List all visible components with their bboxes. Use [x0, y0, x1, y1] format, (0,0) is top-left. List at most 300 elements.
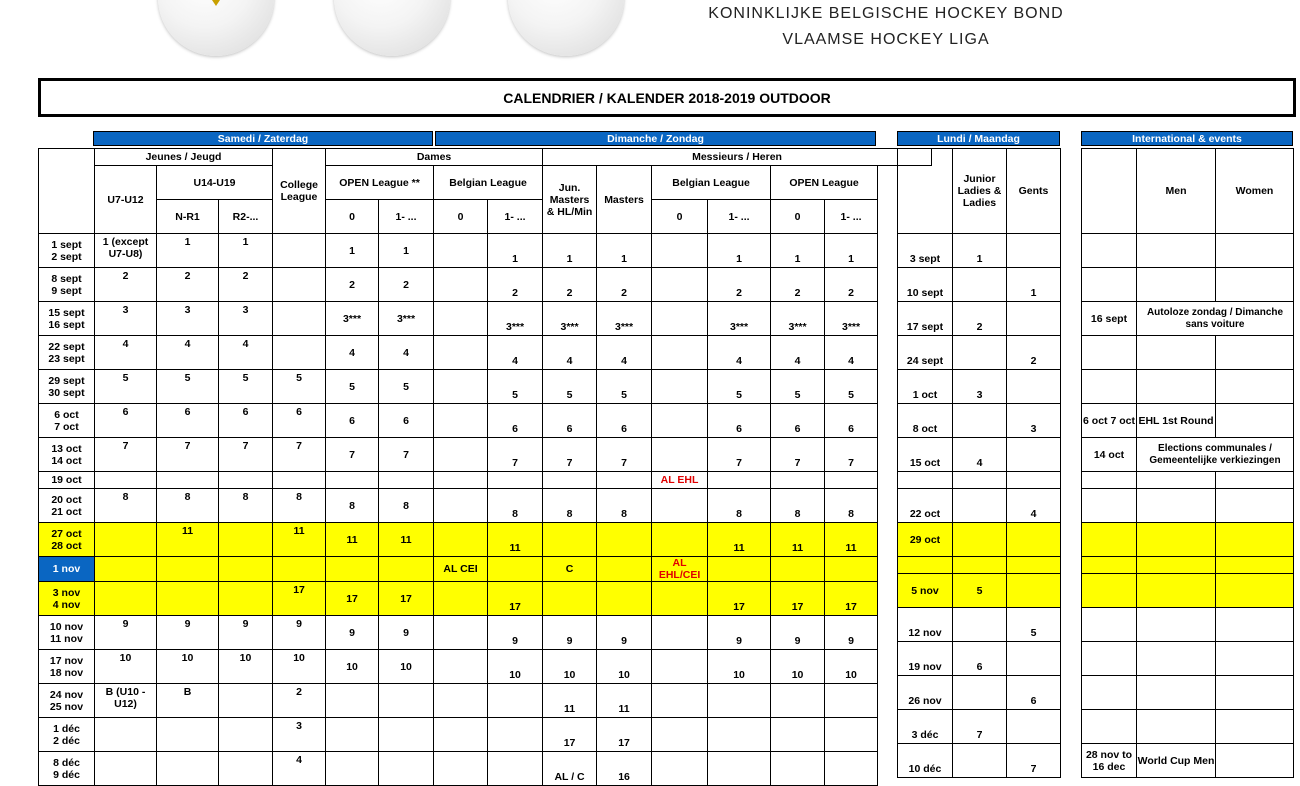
junior-ladies-cell: 7 — [953, 710, 1007, 744]
cell-bm0 — [652, 616, 708, 650]
date-label: 23 sept — [48, 352, 85, 365]
cell-r2 — [219, 684, 273, 718]
cell-value: 6 — [621, 423, 627, 435]
sunday-header: Dimanche / Zondag — [435, 131, 876, 146]
cell-value: 9 — [621, 635, 627, 647]
event-women-cell — [1216, 268, 1294, 302]
cell-bm0 — [652, 523, 708, 557]
date-cell — [39, 684, 95, 718]
cell-om0 — [771, 404, 825, 438]
event-men-cell — [1137, 676, 1216, 710]
gents-cell — [1007, 302, 1061, 336]
table-row — [39, 523, 932, 557]
cell-u7 — [95, 582, 157, 616]
cell-value: 17 — [293, 584, 305, 596]
cell-value: 17 — [791, 601, 804, 613]
cell-od1 — [379, 302, 434, 336]
date-label: 16 sept — [48, 318, 85, 331]
cell-value: 3 — [184, 304, 191, 316]
cell-jm — [543, 557, 597, 582]
cell-om0 — [771, 370, 825, 404]
cell-col — [273, 650, 326, 684]
cell-om0 — [771, 582, 825, 616]
monday-date: 26 nov — [908, 695, 942, 707]
event-women-cell — [1216, 336, 1294, 370]
messieurs-header: Messieurs / Heren — [543, 149, 932, 166]
date-cell — [39, 472, 95, 489]
cell-bd0 — [434, 650, 488, 684]
event-date-cell — [1082, 234, 1137, 268]
cell-u7 — [95, 234, 157, 268]
cell-od0 — [326, 268, 379, 302]
belgian-dames-0-header: 0 — [434, 200, 488, 234]
cell-bm1 — [708, 302, 771, 336]
cell-om0 — [771, 489, 825, 523]
cell-bm0 — [652, 472, 708, 489]
junior-ladies-cell — [953, 336, 1007, 370]
monday-date: 22 oct — [909, 508, 941, 520]
org-name-line-1: KONINKLIJKE BELGISCHE HOCKEY BOND — [708, 5, 1064, 22]
cell-value: 11 — [791, 542, 804, 554]
cell-bd1 — [488, 684, 543, 718]
cell-nr1 — [157, 234, 219, 268]
cell-od0 — [326, 616, 379, 650]
event-men-cell — [1137, 489, 1216, 523]
cell-bm1 — [708, 523, 771, 557]
cell-r2 — [219, 582, 273, 616]
cell-value: 8 — [296, 491, 302, 503]
cell-value: AL / C — [554, 771, 585, 783]
event-women-cell — [1216, 676, 1294, 710]
cell-jm — [543, 404, 597, 438]
event-date-cell — [1082, 268, 1137, 302]
monday-date: 17 sept — [906, 321, 944, 333]
cell-value: 6 — [566, 423, 573, 435]
event-date-cell: 16 sept — [1082, 302, 1137, 336]
cell-value: 2 — [403, 278, 409, 291]
cell-bd0 — [434, 616, 488, 650]
cell-om0 — [771, 684, 825, 718]
cell-od1 — [379, 489, 434, 523]
cell-value: 8 — [403, 499, 409, 512]
monday-date-cell — [898, 268, 953, 302]
cell-bd0 — [434, 438, 488, 472]
cell-bm1 — [708, 336, 771, 370]
cell-value: 7 — [512, 457, 518, 469]
cell-od1 — [379, 718, 434, 752]
cell-col — [273, 489, 326, 523]
event-men-cell — [1137, 557, 1216, 574]
cell-value: 9 — [794, 635, 801, 647]
cell-bd1 — [488, 616, 543, 650]
cell-od1 — [379, 438, 434, 472]
cell-value: 2 — [184, 270, 191, 282]
cell-od0 — [326, 472, 379, 489]
cell-col — [273, 557, 326, 582]
cell-value: 8 — [122, 491, 129, 503]
gents-cell — [1007, 523, 1061, 557]
cell-om1 — [825, 523, 878, 557]
cell-value: 8 — [621, 508, 627, 520]
cell-value: 10 — [181, 652, 194, 664]
cell-value: 6 — [403, 414, 409, 427]
cell-value: 7 — [184, 440, 191, 452]
cell-jm — [543, 718, 597, 752]
cell-value: 4 — [403, 346, 409, 359]
date-label: 1 sept — [51, 238, 82, 251]
date-cell — [39, 370, 95, 404]
cell-jm — [543, 489, 597, 523]
cell-om1 — [825, 234, 878, 268]
cell-om0 — [771, 718, 825, 752]
gents-header: Gents — [1007, 149, 1061, 234]
date-label: 20 oct — [51, 493, 82, 506]
cell-value: 10 — [618, 669, 630, 681]
cell-value: 7 — [848, 457, 854, 469]
kbhb-shield-icon — [186, 0, 246, 26]
cell-bd1 — [488, 557, 543, 582]
cell-value: 3*** — [614, 321, 634, 333]
cell-value: 3*** — [505, 321, 525, 333]
cell-value: 4 — [296, 754, 302, 766]
cell-value: 5 — [794, 389, 801, 401]
cell-bd1 — [488, 438, 543, 472]
cell-value: 5 — [242, 372, 249, 384]
event-women-cell — [1216, 642, 1294, 676]
cell-od1 — [379, 684, 434, 718]
cell-value: 3*** — [841, 321, 861, 333]
cell-value: 2 — [122, 270, 129, 282]
event-date-cell — [1082, 370, 1137, 404]
calendar-table — [38, 148, 932, 786]
cell-value: 1 — [184, 236, 191, 248]
event-women-cell — [1216, 370, 1294, 404]
cell-value: 8 — [349, 499, 355, 512]
gents-cell: 4 — [1007, 489, 1061, 523]
date-cell — [39, 557, 95, 582]
cell-col — [273, 718, 326, 752]
cell-bd1 — [488, 472, 543, 489]
event-date-cell — [1082, 574, 1137, 608]
cell-om1 — [825, 336, 878, 370]
gents-cell: 2 — [1007, 336, 1061, 370]
cell-value: 2 — [512, 287, 518, 299]
junior-ladies-cell — [953, 472, 1007, 489]
cell-value: 3 — [242, 304, 249, 316]
cell-value: 10 — [733, 669, 745, 681]
cell-nr1 — [157, 472, 219, 489]
cell-value: 8 — [848, 508, 854, 520]
cell-ms — [597, 234, 652, 268]
date-label: 3 nov — [52, 586, 81, 599]
event-men-cell — [1137, 336, 1216, 370]
cell-bd1 — [488, 404, 543, 438]
cell-col — [273, 268, 326, 302]
monday-date: 3 déc — [911, 729, 939, 741]
gents-cell: 3 — [1007, 404, 1061, 438]
r2-header: R2-... — [219, 200, 273, 234]
cell-ms — [597, 616, 652, 650]
nr1-header: N-R1 — [157, 200, 219, 234]
event-men-cell — [1137, 268, 1216, 302]
event-women-cell — [1216, 523, 1294, 557]
cell-value: 9 — [848, 635, 854, 647]
belgian-men-0-header: 0 — [652, 200, 708, 234]
date-label: 10 nov — [49, 620, 84, 633]
monday-date: 19 nov — [908, 661, 942, 673]
cell-value: 4 — [736, 355, 742, 367]
monday-date-cell — [898, 404, 953, 438]
date-cell — [39, 489, 95, 523]
cell-od0 — [326, 234, 379, 268]
cell-bd1 — [488, 523, 543, 557]
cell-om1 — [825, 752, 878, 786]
cell-value: 17 — [563, 737, 576, 749]
cell-bm0 — [652, 557, 708, 582]
cell-nr1 — [157, 582, 219, 616]
open-men-1-header: 1- ... — [825, 200, 878, 234]
cell-bd0 — [434, 336, 488, 370]
date-label: 1 nov — [52, 563, 81, 575]
cell-bd1 — [488, 489, 543, 523]
hockey-logo-1 — [334, 0, 450, 56]
cell-value: 7 — [296, 440, 302, 452]
cell-bd1 — [488, 234, 543, 268]
belgian-dames-1-header: 1- ... — [488, 200, 543, 234]
gents-cell — [1007, 574, 1061, 608]
saturday-header: Samedi / Zaterdag — [93, 131, 433, 146]
cell-value: 6 — [184, 406, 191, 418]
junior-ladies-cell — [953, 268, 1007, 302]
cell-od0 — [326, 370, 379, 404]
cell-om1 — [825, 616, 878, 650]
cell-nr1 — [157, 650, 219, 684]
junior-ladies-cell: 6 — [953, 642, 1007, 676]
cell-ms — [597, 438, 652, 472]
junior-ladies-cell — [953, 676, 1007, 710]
event-men-cell — [1137, 608, 1216, 642]
cell-value: 6 — [512, 423, 518, 435]
masters-header: Masters — [597, 166, 652, 234]
cell-u7 — [95, 302, 157, 336]
international-table — [1081, 148, 1294, 778]
cell-value: 2 — [242, 270, 249, 282]
cell-bm1 — [708, 752, 771, 786]
cell-value: 17 — [400, 592, 412, 605]
cell-value: 7 — [242, 440, 249, 452]
cell-r2 — [219, 268, 273, 302]
cell-value: 2 — [349, 278, 355, 291]
cell-jm — [543, 616, 597, 650]
event-women-cell — [1216, 404, 1294, 438]
cell-bd1 — [488, 336, 543, 370]
cell-om0 — [771, 616, 825, 650]
monday-header: Lundi / Maandag — [897, 131, 1060, 146]
cell-value: 3*** — [560, 321, 579, 333]
cell-value: 11 — [400, 533, 412, 546]
cell-value: 3*** — [788, 321, 807, 333]
cell-jm — [543, 234, 597, 268]
cell-value: 4 — [512, 355, 518, 367]
cell-col — [273, 438, 326, 472]
cell-od1 — [379, 472, 434, 489]
cell-bm1 — [708, 234, 771, 268]
cell-u7 — [95, 336, 157, 370]
event-women-cell — [1216, 489, 1294, 523]
cell-value: 9 — [122, 618, 129, 630]
cell-bd1 — [488, 302, 543, 336]
cell-col — [273, 302, 326, 336]
cell-om1 — [825, 650, 878, 684]
cell-value: 3 — [122, 304, 129, 316]
event-men-cell — [1137, 523, 1216, 557]
cell-value: 10 — [400, 660, 412, 673]
date-label: 14 oct — [51, 454, 82, 467]
cell-value: 11 — [563, 703, 576, 715]
cell-nr1 — [157, 523, 219, 557]
cell-od0 — [326, 650, 379, 684]
cell-r2 — [219, 557, 273, 582]
event-date-cell — [1082, 523, 1137, 557]
monday-date-cell — [898, 438, 953, 472]
cell-value: 17 — [509, 601, 521, 613]
cell-u7 — [95, 523, 157, 557]
date-label: 18 nov — [49, 666, 84, 679]
cell-bm0 — [652, 336, 708, 370]
cell-ms — [597, 684, 652, 718]
cell-bd1 — [488, 370, 543, 404]
event-women-cell — [1216, 744, 1294, 778]
cell-od0 — [326, 582, 379, 616]
cell-ms — [597, 370, 652, 404]
cell-value: 1 — [403, 244, 409, 257]
cell-bd0 — [434, 268, 488, 302]
cell-value: 17 — [618, 737, 630, 749]
cell-r2 — [219, 472, 273, 489]
cell-value: 4 — [349, 346, 355, 359]
date-label: 2 déc — [53, 734, 80, 747]
cell-r2 — [219, 370, 273, 404]
event-date-cell — [1082, 557, 1137, 574]
event-women-cell — [1216, 574, 1294, 608]
cell-r2 — [219, 336, 273, 370]
cell-value: 9 — [566, 635, 573, 647]
cell-value: 10 — [845, 669, 857, 681]
cell-r2 — [219, 404, 273, 438]
cell-bm1 — [708, 582, 771, 616]
cell-value: 8 — [736, 508, 742, 520]
junior-ladies-header: Junior Ladies & Ladies — [953, 149, 1007, 234]
event-women-cell — [1216, 234, 1294, 268]
event-men-cell: Elections communales / Gemeentelijke verkiezingen — [1137, 438, 1294, 472]
cell-ms — [597, 472, 652, 489]
monday-date-cell — [898, 302, 953, 336]
cell-nr1 — [157, 557, 219, 582]
college-header: College League — [273, 149, 326, 234]
cell-jm — [543, 472, 597, 489]
cell-jm — [543, 684, 597, 718]
cell-bm0 — [652, 268, 708, 302]
cell-value: 5 — [122, 372, 129, 384]
date-header — [39, 149, 95, 234]
event-men-cell — [1137, 642, 1216, 676]
cell-bm1 — [708, 438, 771, 472]
cell-u7 — [95, 684, 157, 718]
cell-ms — [597, 557, 652, 582]
cell-value: 5 — [848, 389, 854, 401]
cell-value: 4 — [794, 355, 801, 367]
cell-om1 — [825, 582, 878, 616]
cell-r2 — [219, 489, 273, 523]
cell-om0 — [771, 268, 825, 302]
cell-u7 — [95, 718, 157, 752]
cell-col — [273, 523, 326, 557]
event-men-cell: World Cup Men — [1137, 744, 1216, 778]
cell-om1 — [825, 489, 878, 523]
cell-ms — [597, 336, 652, 370]
cell-od0 — [326, 684, 379, 718]
date-cell — [39, 268, 95, 302]
gents-cell — [1007, 710, 1061, 744]
cell-om0 — [771, 650, 825, 684]
monday-date-cell — [898, 472, 953, 489]
cell-bm1 — [708, 650, 771, 684]
table-row — [39, 472, 932, 489]
cell-jm — [543, 268, 597, 302]
cell-nr1 — [157, 616, 219, 650]
cell-value: AL CEI — [443, 563, 478, 575]
open-dames-header: OPEN League ** — [326, 166, 434, 200]
open-men-0-header: 0 — [771, 200, 825, 234]
cell-value: 7 — [349, 448, 355, 461]
cell-value: 16 — [618, 771, 630, 783]
cell-value: 6 — [296, 406, 302, 418]
cell-nr1 — [157, 268, 219, 302]
cell-value: 6 — [794, 423, 801, 435]
cell-col — [273, 370, 326, 404]
cell-u7 — [95, 404, 157, 438]
gents-cell: 7 — [1007, 744, 1061, 778]
junior-ladies-cell — [953, 523, 1007, 557]
event-date-cell — [1082, 676, 1137, 710]
monday-date-cell — [898, 234, 953, 268]
cell-value: 5 — [296, 372, 302, 384]
cell-ms — [597, 268, 652, 302]
monday-date: 3 sept — [909, 253, 941, 265]
date-label: 8 sept — [51, 272, 82, 285]
cell-value: 3 — [296, 720, 302, 732]
cell-ms — [597, 523, 652, 557]
cell-bd0 — [434, 718, 488, 752]
cell-value: 11 — [293, 525, 305, 537]
belgian-men-header: Belgian League — [652, 166, 771, 200]
junior-ladies-cell — [953, 557, 1007, 574]
cell-ms — [597, 752, 652, 786]
cell-value: 11 — [845, 542, 857, 554]
cell-col — [273, 336, 326, 370]
event-date-header — [1082, 149, 1137, 234]
date-label: 24 nov — [49, 688, 84, 701]
cell-value: 5 — [512, 389, 518, 401]
date-label: 8 déc — [53, 756, 80, 769]
table-row — [39, 684, 932, 718]
cell-value: 5 — [736, 389, 742, 401]
cell-bm1 — [708, 489, 771, 523]
cell-od1 — [379, 336, 434, 370]
belgian-men-1-header: 1- ... — [708, 200, 771, 234]
junior-ladies-cell: 2 — [953, 302, 1007, 336]
cell-value: 1 — [736, 253, 742, 265]
